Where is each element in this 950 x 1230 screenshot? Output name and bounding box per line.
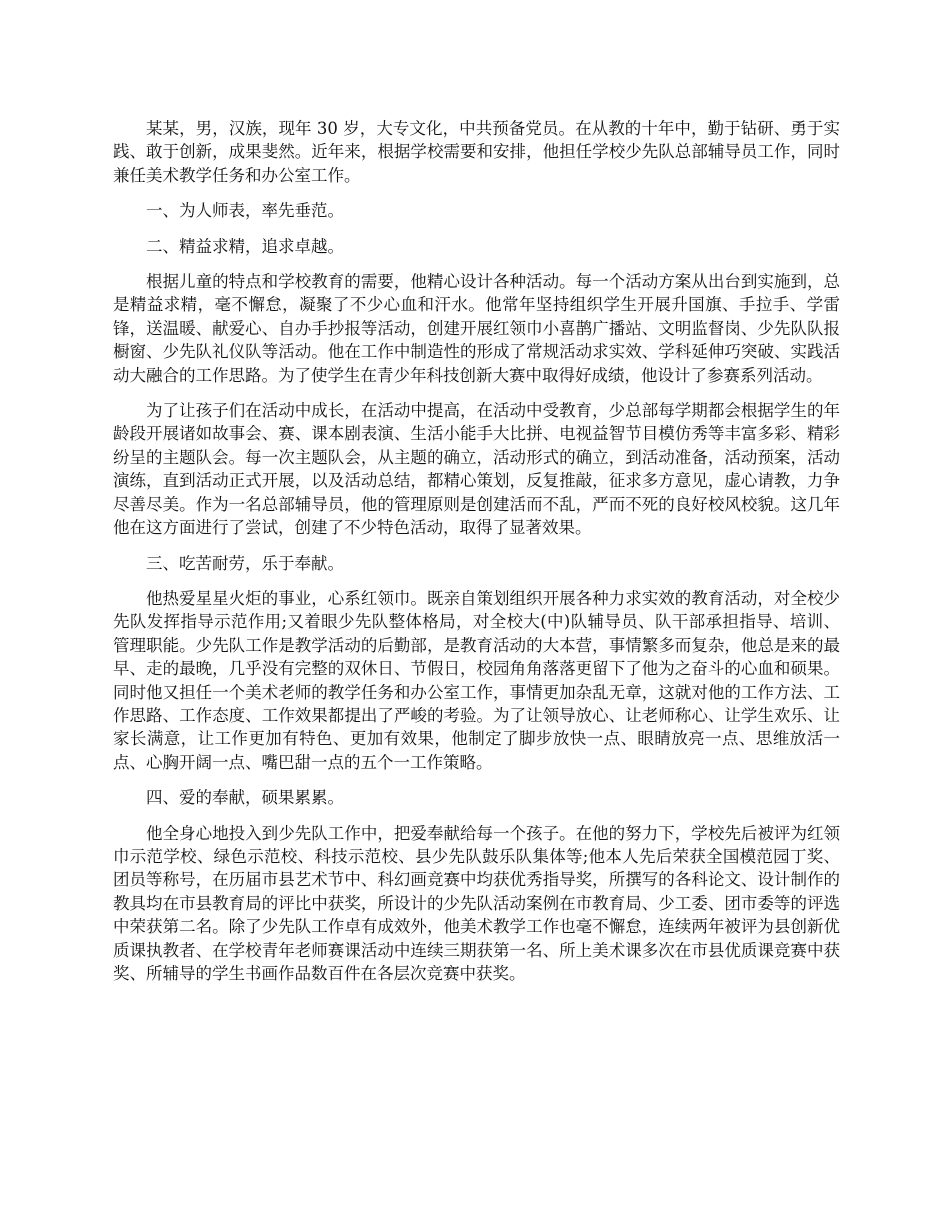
body-paragraph: 他热爱星星火炬的事业，心系红领巾。既亲自策划组织开展各种力求实效的教育活动，对全校少先队发挥指导示范作用;又着眼少先队整体格局，对全校大(中)队辅导员、队干部承担指导、培训、管理职能。少先队工作是教学活动的后勤部，是教育活动的大本营，事情繁多而复杂，他总是来的最早、走的最晚，几乎没有完整的双休日、节假日，校园角角落落更留下了他为之奋斗的心血和硕果。同时他又担任一个美术老师的教学任务和办公室工作，事情更加杂乱无章，这就对他的工作方法、工作思路、工作态度、工作效果都提出了严峻的考验。为了让领导放心、让老师称心、让学生欢乐、让家长满意，让工作更加有特色、更加有效果，他制定了脚步放快一点、眼睛放亮一点、思维放活一点、心胸开阔一点、嘴巴甜一点的五个一工作策略。 <box>113 588 840 772</box>
section-heading-1: 一、为人师表，率先垂范。 <box>146 201 344 221</box>
intro-paragraph: 某某，男，汉族，现年 30 岁，大专文化，中共预备党员。在从教的十年中，勤于钻研、勇于实践、敢于创新，成果斐然。近年来，根据学校需要和安排，他担任学校少先队总部辅导员工作，同时兼任美术教学任务和办公室工作。 <box>113 119 840 185</box>
section-heading-3: 三、吃苦耐劳，乐于奉献。 <box>146 553 344 573</box>
document-body <box>113 117 840 997</box>
body-paragraph: 为了让孩子们在活动中成长，在活动中提高，在活动中受教育，少总部每学期都会根据学生的年龄段开展诸如故事会、赛、课本剧表演、生活小能手大比拼、电视益智节目模仿秀等丰富多彩、精彩纷呈的主题队会。每一次主题队会，从主题的确立，活动形式的确立，到活动准备，活动预案，活动演练，直到活动正式开展，以及活动总结，都精心策划，反复推敲，征求多方意见，虚心请教，力争尽善尽美。作为一名总部辅导员，他的管理原则是创建活而不乱，严而不死的良好校风校貌。这几年他在这方面进行了尝试，创建了不少特色活动，取得了显著效果。 <box>113 401 840 538</box>
section-heading-4: 四、爱的奉献，硕果累累。 <box>146 788 344 808</box>
body-paragraph: 他全身心地投入到少先队工作中，把爱奉献给每一个孩子。在他的努力下，学校先后被评为红领巾示范学校、绿色示范校、科技示范校、县少先队鼓乐队集体等;他本人先后荣获全国模范园丁奖、团员等称号，在历届市县艺术节中、科幻画竞赛中均获优秀指导奖，所撰写的各科论文、设计制作的教具均在市县教育局的评比中获奖，所设计的少先队活动案例在市教育局、少工委、团市委等的评选中荣获第二名。除了少先队工作卓有成效外，他美术教学工作也毫不懈怠，连续两年被评为县创新优质课执教者、在学校青年老师赛课活动中连续三期获第一名、所上美术课多次在市县优质课竞赛中获奖、所辅导的学生书画作品数百件在各层次竞赛中获奖。 <box>113 823 840 983</box>
section-heading-2: 二、精益求精，追求卓越。 <box>146 236 344 256</box>
body-paragraph: 根据儿童的特点和学校教育的需要，他精心设计各种活动。每一个活动方案从出台到实施到，总是精益求精，毫不懈怠，凝聚了不少心血和汗水。他常年坚持组织学生开展升国旗、手拉手、学雷锋，送温暖、献爱心、自办手抄报等活动，创建开展红领巾小喜鹊广播站、文明监督岗、少先队队报橱窗、少先队礼仪队等活动。他在工作中制造性的形成了常规活动求实效、学科延伸巧突破、实践活动大融合的工作思路。为了使学生在青少年科技创新大赛中取得好成绩，他设计了参赛系列活动。 <box>113 272 840 385</box>
